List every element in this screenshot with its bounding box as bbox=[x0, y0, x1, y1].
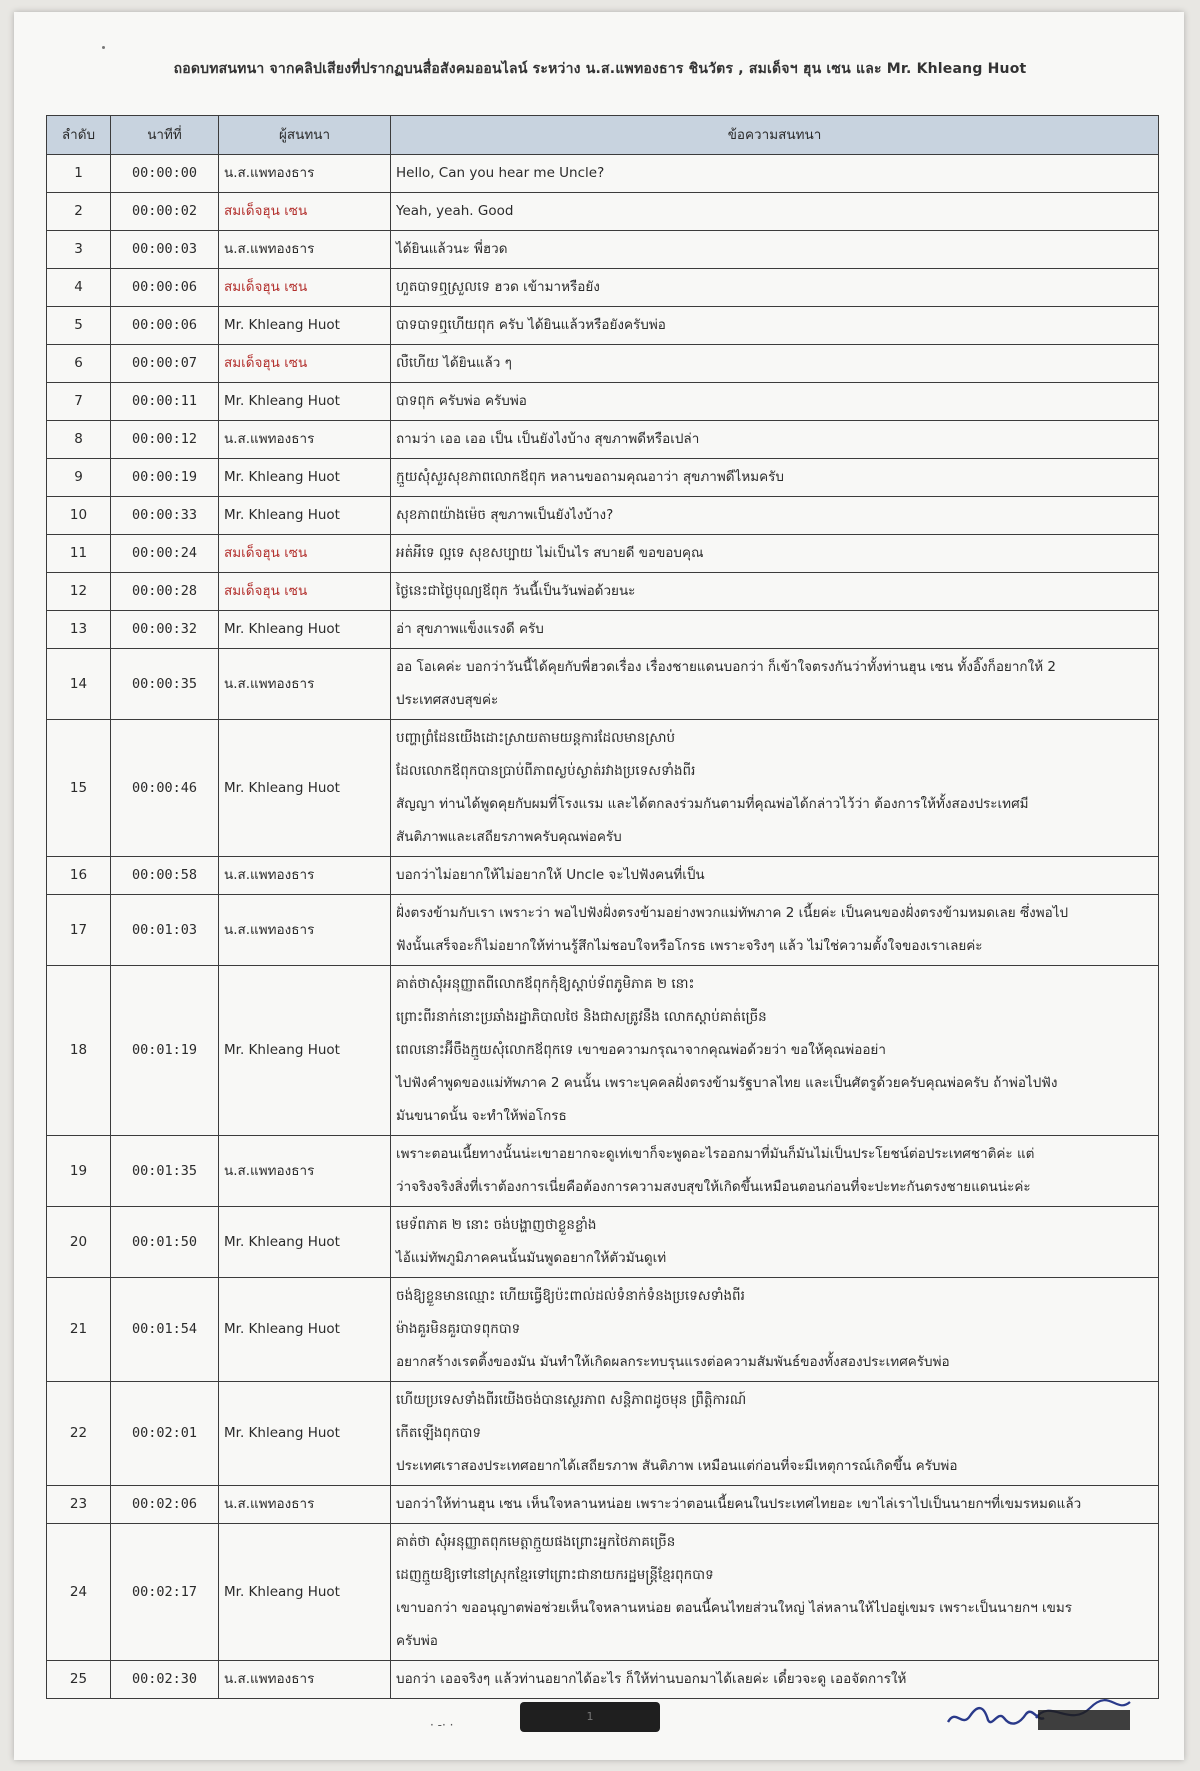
table-row bbox=[47, 497, 1159, 535]
row-speaker: Mr. Khleang Huot bbox=[219, 1524, 391, 1661]
row-text bbox=[391, 535, 1159, 573]
text-line: บอกว่าไม่อยากให้ไม่อยากให้ Uncle จะไปฟังคนที่เป็น bbox=[396, 867, 705, 883]
row-number: 12 bbox=[47, 573, 111, 611]
row-text bbox=[391, 269, 1159, 307]
text-line: ហើយប្រទេសទាំងពីរយើងចង់បានស្ថេរភាព សន្តិភាពដូចមុន ព្រឹត្តិការណ៍ bbox=[396, 1392, 747, 1408]
text-line: Yeah, yeah. Good bbox=[396, 203, 514, 219]
row-number: 15 bbox=[47, 720, 111, 857]
row-time: 00:00:33 bbox=[111, 497, 219, 535]
table-row bbox=[47, 155, 1159, 193]
table-row bbox=[47, 1278, 1159, 1382]
text-line: ពេលនោះអ៊ីចឹងក្មួយសុំលោកឪពុកទេ เขาขอความกรุณาจากคุณพ่อด้วยว่า ขอให้คุณพ่ออย่า bbox=[396, 1042, 886, 1058]
row-text bbox=[391, 966, 1159, 1136]
text-line: លឺហើយ ได้ยินแล้ว ๆ bbox=[396, 355, 512, 371]
row-time: 00:00:24 bbox=[111, 535, 219, 573]
table-row bbox=[47, 1382, 1159, 1486]
row-time: 00:00:28 bbox=[111, 573, 219, 611]
text-line: ฟังนั้นเสร็จอะก็ไม่อยากให้ท่านรู้สึกไม่ชอบใจหรือโกรธ เพราะจริงๆ แล้ว ไม่ใช่ความตั้งใจของเราเลยค่ะ bbox=[396, 938, 983, 954]
row-speaker: น.ส.แพทองธาร bbox=[219, 231, 391, 269]
row-number: 10 bbox=[47, 497, 111, 535]
row-text bbox=[391, 1382, 1159, 1486]
row-text bbox=[391, 720, 1159, 857]
text-line: ประเทศสงบสุขค่ะ bbox=[396, 692, 499, 708]
row-number: 20 bbox=[47, 1207, 111, 1278]
row-time: 00:00:02 bbox=[111, 193, 219, 231]
row-time: 00:01:54 bbox=[111, 1278, 219, 1382]
row-time: 00:02:06 bbox=[111, 1486, 219, 1524]
table-header-row bbox=[47, 116, 1159, 155]
row-number: 6 bbox=[47, 345, 111, 383]
row-number: 13 bbox=[47, 611, 111, 649]
row-speaker: Mr. Khleang Huot bbox=[219, 1382, 391, 1486]
header-time: นาทีที่ bbox=[111, 116, 219, 155]
row-speaker: น.ส.แพทองธาร bbox=[219, 421, 391, 459]
text-line: គាត់ថាសុំអនុញ្ញាតពីលោកឪពុកកុំឱ្យស្តាប់ទ័ពភូមិភាគ ២ នោះ bbox=[396, 976, 695, 992]
row-speaker: สมเด็จฮุน เซน bbox=[219, 269, 391, 307]
text-line: ออ โอเคค่ะ บอกว่าวันนี้ได้คุยกับพี่ฮวดเรื่อง เรื่องชายแดนบอกว่า ก็เข้าใจตรงกันว่าทั้งท่านฮุน เซน ทั้งอิ๊งก็อยากให้ 2 bbox=[396, 659, 1056, 675]
table-row bbox=[47, 535, 1159, 573]
text-line: ម៉ាងគួរមិនគួរបាទពុកបាទ bbox=[396, 1321, 521, 1337]
row-time: 00:01:03 bbox=[111, 895, 219, 966]
text-line: มันขนาดนั้น จะทำให้พ่อโกรธ bbox=[396, 1108, 567, 1124]
table-row bbox=[47, 966, 1159, 1136]
text-line: ไอ้แม่ทัพภูมิภาคคนนั้นมันพูดอยากให้ตัวมันดูเท่ bbox=[396, 1250, 667, 1266]
row-time: 00:01:50 bbox=[111, 1207, 219, 1278]
row-speaker: Mr. Khleang Huot bbox=[219, 966, 391, 1136]
document-title: ถอดบทสนทนา จากคลิปเสียงที่ปรากฏบนสื่อสังคมออนไลน์ ระหว่าง น.ส.แพทองธาร ชินวัตร , สมเด็จฯ ฮุน เซน และ Mr. Khleang Huot bbox=[173, 61, 1027, 77]
row-text bbox=[391, 421, 1159, 459]
row-text bbox=[391, 1136, 1159, 1207]
row-number: 16 bbox=[47, 857, 111, 895]
table-row bbox=[47, 459, 1159, 497]
redacted-page-marker: 1 bbox=[520, 1702, 660, 1732]
text-line: อยากสร้างเรตติ้งของมัน มันทำให้เกิดผลกระทบรุนแรงต่อความสัมพันธ์ของทั้งสองประเทศครับพ่อ bbox=[396, 1354, 950, 1370]
text-line: បាទបាទឮហើយពុក ครับ ได้ยินแล้วหรือยังครับพ่อ bbox=[396, 317, 666, 333]
row-number: 4 bbox=[47, 269, 111, 307]
row-text bbox=[391, 1524, 1159, 1661]
row-time: 00:00:07 bbox=[111, 345, 219, 383]
row-number: 2 bbox=[47, 193, 111, 231]
text-line: មេទ័ពភាគ ២ នោះ ចង់បង្ហាញថាខ្លួនខ្លាំង bbox=[396, 1217, 597, 1233]
row-speaker: Mr. Khleang Huot bbox=[219, 459, 391, 497]
row-number: 23 bbox=[47, 1486, 111, 1524]
text-line: បញ្ហាព្រំដែនយើងដោះស្រាយតាមយន្តការដែលមានស្រាប់ bbox=[396, 730, 676, 746]
table-row bbox=[47, 307, 1159, 345]
row-time: 00:00:58 bbox=[111, 857, 219, 895]
text-line: Hello, Can you hear me Uncle? bbox=[396, 165, 605, 181]
table-row bbox=[47, 857, 1159, 895]
row-text bbox=[391, 1278, 1159, 1382]
text-line: ព្រោះពីរនាក់នោះប្រឆាំងរដ្ឋាភិបាលថៃ និងជាសត្រូវនឹង លោកស្តាប់គាត់ច្រើន bbox=[396, 1009, 767, 1025]
row-number: 25 bbox=[47, 1661, 111, 1699]
row-text bbox=[391, 1207, 1159, 1278]
row-time: 00:02:30 bbox=[111, 1661, 219, 1699]
table-row bbox=[47, 573, 1159, 611]
table-row bbox=[47, 1207, 1159, 1278]
row-number: 22 bbox=[47, 1382, 111, 1486]
row-speaker: Mr. Khleang Huot bbox=[219, 1207, 391, 1278]
table-row bbox=[47, 231, 1159, 269]
row-speaker: น.ส.แพทองธาร bbox=[219, 895, 391, 966]
row-speaker: สมเด็จฮุน เซน bbox=[219, 345, 391, 383]
text-line: เพราะตอนเนี้ยทางนั้นน่ะเขาอยากจะดูเท่เขาก็จะพูดอะไรออกมาที่มันก็มันไม่เป็นประโยชน์ต่อประเทศชาติค่ะ แต่ bbox=[396, 1146, 1035, 1162]
text-line: អត់អីទេ ល្អទេ សុខសប្បាយ ไม่เป็นไร สบายดี ขอขอบคุณ bbox=[396, 545, 704, 561]
row-text bbox=[391, 857, 1159, 895]
row-number: 14 bbox=[47, 649, 111, 720]
text-line: បាទពុក ครับพ่อ ครับพ่อ bbox=[396, 393, 527, 409]
text-line: កើតឡើងពុកបាទ bbox=[396, 1425, 482, 1441]
table-row bbox=[47, 1486, 1159, 1524]
table-row bbox=[47, 1136, 1159, 1207]
row-speaker: สมเด็จฮุน เซน bbox=[219, 193, 391, 231]
row-speaker: Mr. Khleang Huot bbox=[219, 497, 391, 535]
text-line: ហួតបាទឮស្រួលទេ ฮวด เข้ามาหรือยัง bbox=[396, 279, 600, 295]
row-number: 19 bbox=[47, 1136, 111, 1207]
row-speaker: Mr. Khleang Huot bbox=[219, 611, 391, 649]
row-speaker: สมเด็จฮุน เซน bbox=[219, 573, 391, 611]
table-row bbox=[47, 193, 1159, 231]
row-number: 7 bbox=[47, 383, 111, 421]
row-time: 00:00:00 bbox=[111, 155, 219, 193]
row-text bbox=[391, 231, 1159, 269]
row-speaker: น.ส.แพทองธาร bbox=[219, 857, 391, 895]
text-line: ដេញក្មួយឱ្យទៅនៅស្រុកខ្មែរទៅព្រោះជានាយករដ្ឋមន្ត្រីខ្មែរពុកបាទ bbox=[396, 1567, 714, 1583]
row-text bbox=[391, 307, 1159, 345]
row-time: 00:01:19 bbox=[111, 966, 219, 1136]
row-number: 5 bbox=[47, 307, 111, 345]
row-text bbox=[391, 383, 1159, 421]
row-time: 00:02:17 bbox=[111, 1524, 219, 1661]
row-text bbox=[391, 459, 1159, 497]
row-time: 00:00:35 bbox=[111, 649, 219, 720]
row-time: 00:00:06 bbox=[111, 269, 219, 307]
text-line: อ่า สุขภาพแข็งแรงดี ครับ bbox=[396, 621, 544, 637]
row-number: 11 bbox=[47, 535, 111, 573]
row-time: 00:02:01 bbox=[111, 1382, 219, 1486]
row-speaker: Mr. Khleang Huot bbox=[219, 383, 391, 421]
row-time: 00:00:32 bbox=[111, 611, 219, 649]
text-line: ไปฟังคำพูดของแม่ทัพภาค 2 คนนั้น เพราะบุคคลฝั่งตรงข้ามรัฐบาลไทย และเป็นศัตรูด้วยครับคุณพ่อครับ ถ้าพ่อไปฟัง bbox=[396, 1075, 1058, 1091]
header-no: ลำดับ bbox=[47, 116, 111, 155]
text-line: ได้ยินแล้วนะ พี่ฮวด bbox=[396, 241, 508, 257]
text-line: สันติภาพและเสถียรภาพครับคุณพ่อครับ bbox=[396, 829, 622, 845]
table-row bbox=[47, 611, 1159, 649]
row-text bbox=[391, 611, 1159, 649]
row-text bbox=[391, 497, 1159, 535]
row-number: 18 bbox=[47, 966, 111, 1136]
row-speaker: สมเด็จฮุน เซน bbox=[219, 535, 391, 573]
signature bbox=[940, 1688, 1140, 1738]
table-row bbox=[47, 421, 1159, 459]
text-line: គាត់ថា សុំអនុញ្ញាតពុកមេត្តាក្មួយផងព្រោះអ្នកថៃភាគច្រើន bbox=[396, 1534, 676, 1550]
text-line: ក្មួយសុំសួរសុខភាពលោកឪពុក หลานขอถามคุณอาว่า สุขภาพดีไหมครับ bbox=[396, 469, 784, 485]
table-row bbox=[47, 649, 1159, 720]
row-speaker: น.ส.แพทองธาร bbox=[219, 1661, 391, 1699]
text-line: ចង់ឱ្យខ្លួនមានឈ្មោះ ហើយធ្វើឱ្យប៉ះពាល់ដល់ទំនាក់ទំនងប្រទេសទាំងពីរ bbox=[396, 1288, 745, 1304]
text-line: ถามว่า เออ เออ เป็น เป็นยังไงบ้าง สุขภาพดีหรือเปล่า bbox=[396, 431, 700, 447]
row-number: 21 bbox=[47, 1278, 111, 1382]
row-speaker: น.ส.แพทองธาร bbox=[219, 649, 391, 720]
row-text bbox=[391, 1486, 1159, 1524]
table-row bbox=[47, 383, 1159, 421]
row-time: 00:00:06 bbox=[111, 307, 219, 345]
row-text bbox=[391, 573, 1159, 611]
row-text bbox=[391, 345, 1159, 383]
row-number: 1 bbox=[47, 155, 111, 193]
row-text bbox=[391, 649, 1159, 720]
table-row bbox=[47, 895, 1159, 966]
footer-dots: · -· · bbox=[430, 1718, 454, 1732]
text-line: ฝั่งตรงข้ามกับเรา เพราะว่า พอไปฟังฝั่งตรงข้ามอย่างพวกแม่ทัพภาค 2 เนี้ยค่ะ เป็นคนของฝั่งตรงข้ามหมดเลย ซึ่งพอไป bbox=[396, 905, 1069, 921]
text-line: บอกว่าให้ท่านฮุน เซน เห็นใจหลานหน่อย เพราะว่าตอนเนี้ยคนในประเทศไทยอะ เขาไล่เราไปเป็นนายกฯที่เขมรหมดแล้ว bbox=[396, 1496, 1082, 1512]
text-line: ว่าจริงจริงสิ่งที่เราต้องการเนี่ยคือต้องการความสงบสุขให้เกิดขึ้นเหมือนตอนก่อนที่จะปะทะกันตรงชายแดนน่ะค่ะ bbox=[396, 1179, 1031, 1195]
row-text bbox=[391, 895, 1159, 966]
row-text bbox=[391, 155, 1159, 193]
text-line: ครับพ่อ bbox=[396, 1633, 438, 1649]
row-time: 00:00:11 bbox=[111, 383, 219, 421]
text-line: ដែលលោកឪពុកបានប្រាប់ពីភាពស្ងប់ស្ងាត់រវាងប្រទេសទាំងពីរ bbox=[396, 763, 696, 779]
row-speaker: น.ส.แพทองธาร bbox=[219, 1136, 391, 1207]
header-text: ข้อความสนทนา bbox=[391, 116, 1159, 155]
row-number: 9 bbox=[47, 459, 111, 497]
table-row bbox=[47, 269, 1159, 307]
row-time: 00:00:46 bbox=[111, 720, 219, 857]
text-line: ថ្ងៃនេះជាថ្ងៃបុណ្យឪពុក วันนี้เป็นวันพ่อด้วยนะ bbox=[396, 583, 636, 599]
text-line: บอกว่า เออจริงๆ แล้วท่านอยากได้อะไร ก็ให้ท่านบอกมาได้เลยค่ะ เดี๋ยวจะดู เออจัดการให้ bbox=[396, 1671, 907, 1687]
row-number: 17 bbox=[47, 895, 111, 966]
scan-speck bbox=[102, 46, 105, 49]
table-row bbox=[47, 1524, 1159, 1661]
text-line: សុខភាពយ៉ាងម៉េច สุขภาพเป็นยังไงบ้าง? bbox=[396, 507, 614, 523]
row-text bbox=[391, 193, 1159, 231]
row-number: 3 bbox=[47, 231, 111, 269]
row-number: 24 bbox=[47, 1524, 111, 1661]
transcript-table bbox=[46, 115, 1159, 1699]
row-time: 00:00:12 bbox=[111, 421, 219, 459]
text-line: ประเทศเราสองประเทศอยากได้เสถียรภาพ สันติภาพ เหมือนแต่ก่อนที่จะมีเหตุการณ์เกิดขึ้น ครับพ่อ bbox=[396, 1458, 958, 1474]
row-number: 8 bbox=[47, 421, 111, 459]
row-speaker: Mr. Khleang Huot bbox=[219, 1278, 391, 1382]
row-speaker: น.ส.แพทองธาร bbox=[219, 1486, 391, 1524]
header-speaker: ผู้สนทนา bbox=[219, 116, 391, 155]
table-row bbox=[47, 720, 1159, 857]
table-row bbox=[47, 345, 1159, 383]
row-speaker: Mr. Khleang Huot bbox=[219, 720, 391, 857]
row-time: 00:01:35 bbox=[111, 1136, 219, 1207]
row-speaker: Mr. Khleang Huot bbox=[219, 307, 391, 345]
row-time: 00:00:19 bbox=[111, 459, 219, 497]
text-line: เขาบอกว่า ขออนุญาตพ่อช่วยเห็นใจหลานหน่อย ตอนนี้คนไทยส่วนใหญ่ ไล่หลานให้ไปอยู่เขมร เพราะเป็นนายกฯ เขมร bbox=[396, 1600, 1073, 1616]
text-line: สัญญา ท่านได้พูดคุยกับผมที่โรงแรม และได้ตกลงร่วมกันตามที่คุณพ่อได้กล่าวไว้ว่า ต้องการให้ทั้งสองประเทศมี bbox=[396, 796, 1029, 812]
row-speaker: น.ส.แพทองธาร bbox=[219, 155, 391, 193]
row-time: 00:00:03 bbox=[111, 231, 219, 269]
